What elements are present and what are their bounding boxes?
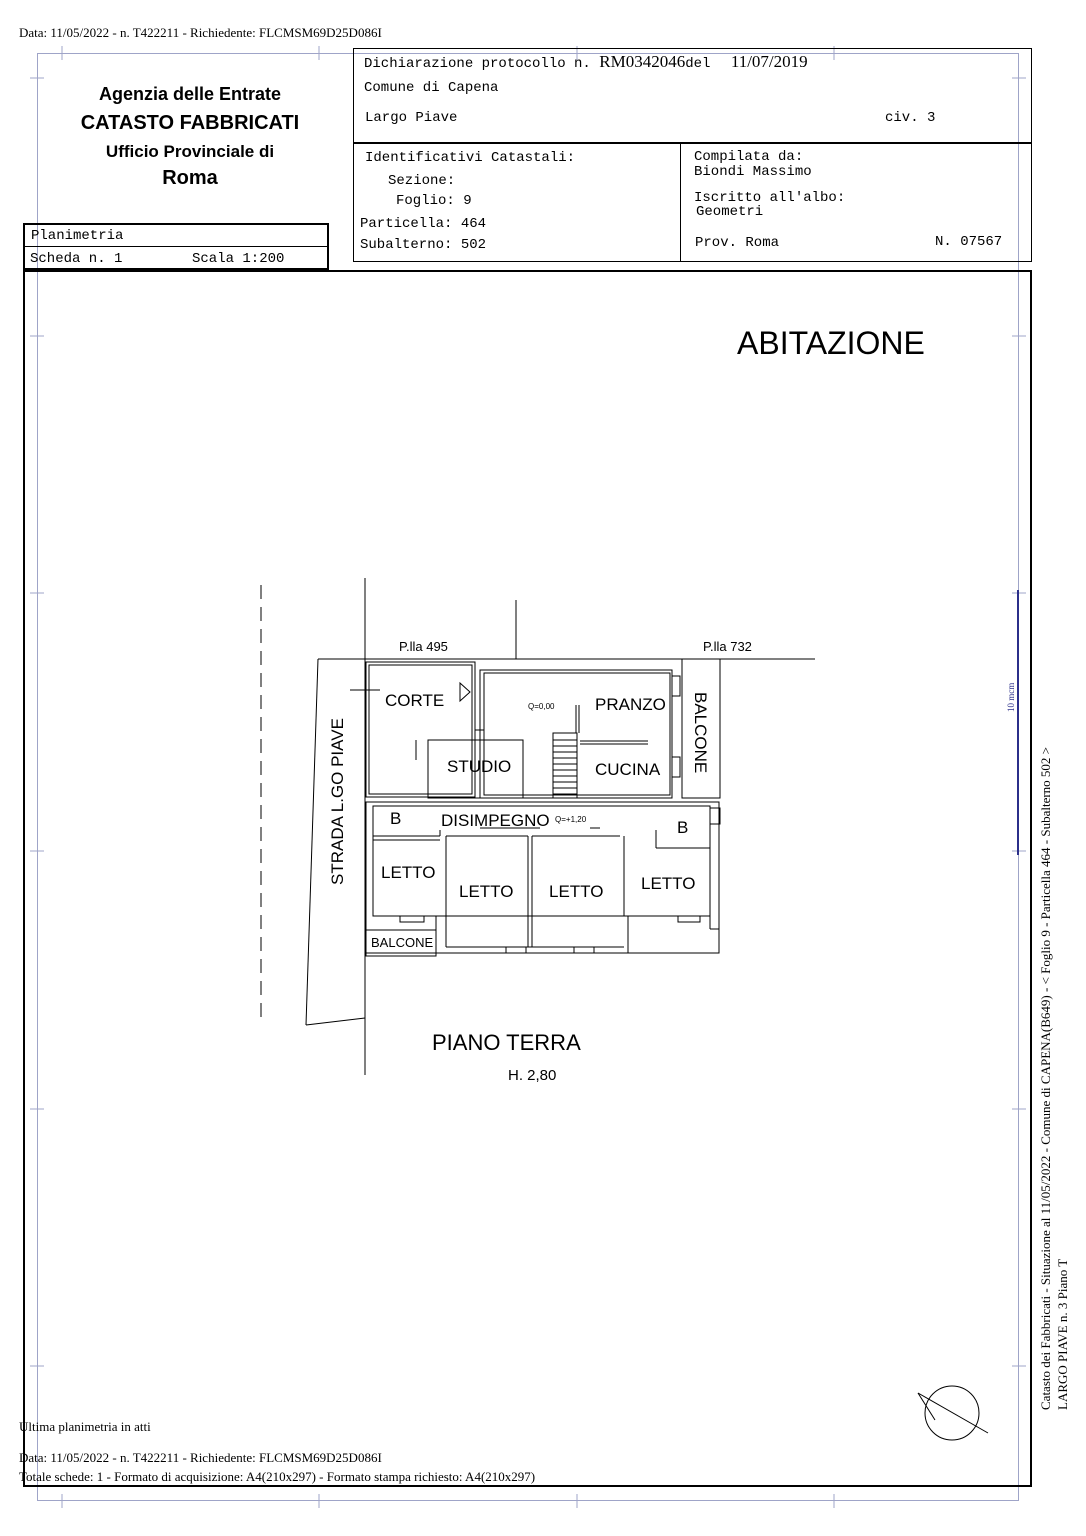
scheda-number: Scheda n. 1 bbox=[30, 251, 123, 267]
quota-ground: Q=0,00 bbox=[528, 702, 555, 711]
albo-value: Geometri bbox=[696, 204, 764, 220]
room-balcone-right: BALCONE bbox=[691, 692, 710, 774]
comune: Comune di Capena bbox=[364, 80, 499, 96]
print-header: Data: 11/05/2022 - n. T422211 - Richiedente: FLCMSM69D25D086I bbox=[19, 25, 382, 40]
room-letto-4: LETTO bbox=[641, 874, 696, 893]
room-bagno-right: B bbox=[677, 818, 689, 837]
side-note-situazione: Catasto dei Fabbricati - Situazione al 11/05/2022 - Comune di CAPENA(B649) - < Foglio 9 - Particella 464 - Subalterno 502 > bbox=[1038, 747, 1053, 1410]
scheda-title: Planimetria bbox=[31, 228, 124, 244]
del-label: del bbox=[685, 56, 711, 72]
street-label: STRADA L.GO PIAVE bbox=[328, 718, 347, 885]
identificativi-title: Identificativi Catastali: bbox=[365, 150, 576, 166]
foglio: Foglio: 9 bbox=[396, 193, 472, 209]
albo-label: Iscritto all'albo: bbox=[694, 190, 846, 206]
office-city: Roma bbox=[162, 167, 218, 189]
compilata-label: Compilata da: bbox=[694, 149, 804, 165]
registration-number: N. 07567 bbox=[935, 234, 1003, 250]
address-civ: civ. 3 bbox=[885, 110, 936, 126]
room-letto-2: LETTO bbox=[459, 882, 514, 901]
address-street: Largo Piave bbox=[365, 110, 458, 126]
sezione: Sezione: bbox=[388, 173, 456, 189]
declaration-date: 11/07/2019 bbox=[730, 52, 808, 71]
north-arrow bbox=[918, 1386, 988, 1440]
province: Prov. Roma bbox=[695, 235, 780, 251]
ultima-planimetria: Ultima planimetria in atti bbox=[19, 1419, 151, 1434]
scheda-scale: Scala 1:200 bbox=[192, 251, 285, 267]
room-pranzo: PRANZO bbox=[595, 695, 666, 714]
footer-data: Data: 11/05/2022 - n. T422211 - Richiedente: FLCMSM69D25D086I bbox=[19, 1450, 382, 1465]
side-stamp: 10 mcm bbox=[1006, 682, 1016, 712]
particella: Particella: 464 bbox=[360, 216, 487, 232]
compilata-name: Biondi Massimo bbox=[694, 164, 812, 180]
room-balcone-bottom: BALCONE bbox=[371, 935, 434, 950]
room-corte: CORTE bbox=[385, 691, 445, 710]
department-name: CATASTO FABBRICATI bbox=[80, 112, 300, 134]
room-bagno-left: B bbox=[390, 809, 402, 828]
agency-name: Agenzia delle Entrate bbox=[98, 84, 282, 104]
subalterno: Subalterno: 502 bbox=[360, 237, 487, 253]
protocol-number: RM0342046 bbox=[599, 52, 686, 71]
floor-label: PIANO TERRA bbox=[432, 1030, 581, 1055]
declaration-label: Dichiarazione protocollo n. bbox=[364, 56, 591, 72]
room-disimpegno: DISIMPEGNO bbox=[441, 811, 550, 830]
footer-totale: Totale schede: 1 - Formato di acquisizione: A4(210x297) - Formato stampa richiesto: A4(210x297) bbox=[19, 1469, 536, 1484]
quota-upper: Q=+1,20 bbox=[555, 815, 587, 824]
plan-title: ABITAZIONE bbox=[737, 325, 925, 361]
parcel-right: P.lla 732 bbox=[703, 639, 752, 654]
room-cucina: CUCINA bbox=[595, 760, 661, 779]
office-name: Ufficio Provinciale di bbox=[105, 142, 275, 161]
parcel-left: P.lla 495 bbox=[399, 639, 448, 654]
side-note-address: LARGO PIAVE n. 3 Piano T bbox=[1055, 1258, 1070, 1410]
room-letto-1: LETTO bbox=[381, 863, 436, 882]
room-studio: STUDIO bbox=[447, 757, 512, 776]
room-letto-3: LETTO bbox=[549, 882, 604, 901]
floor-height: H. 2,80 bbox=[508, 1067, 557, 1084]
